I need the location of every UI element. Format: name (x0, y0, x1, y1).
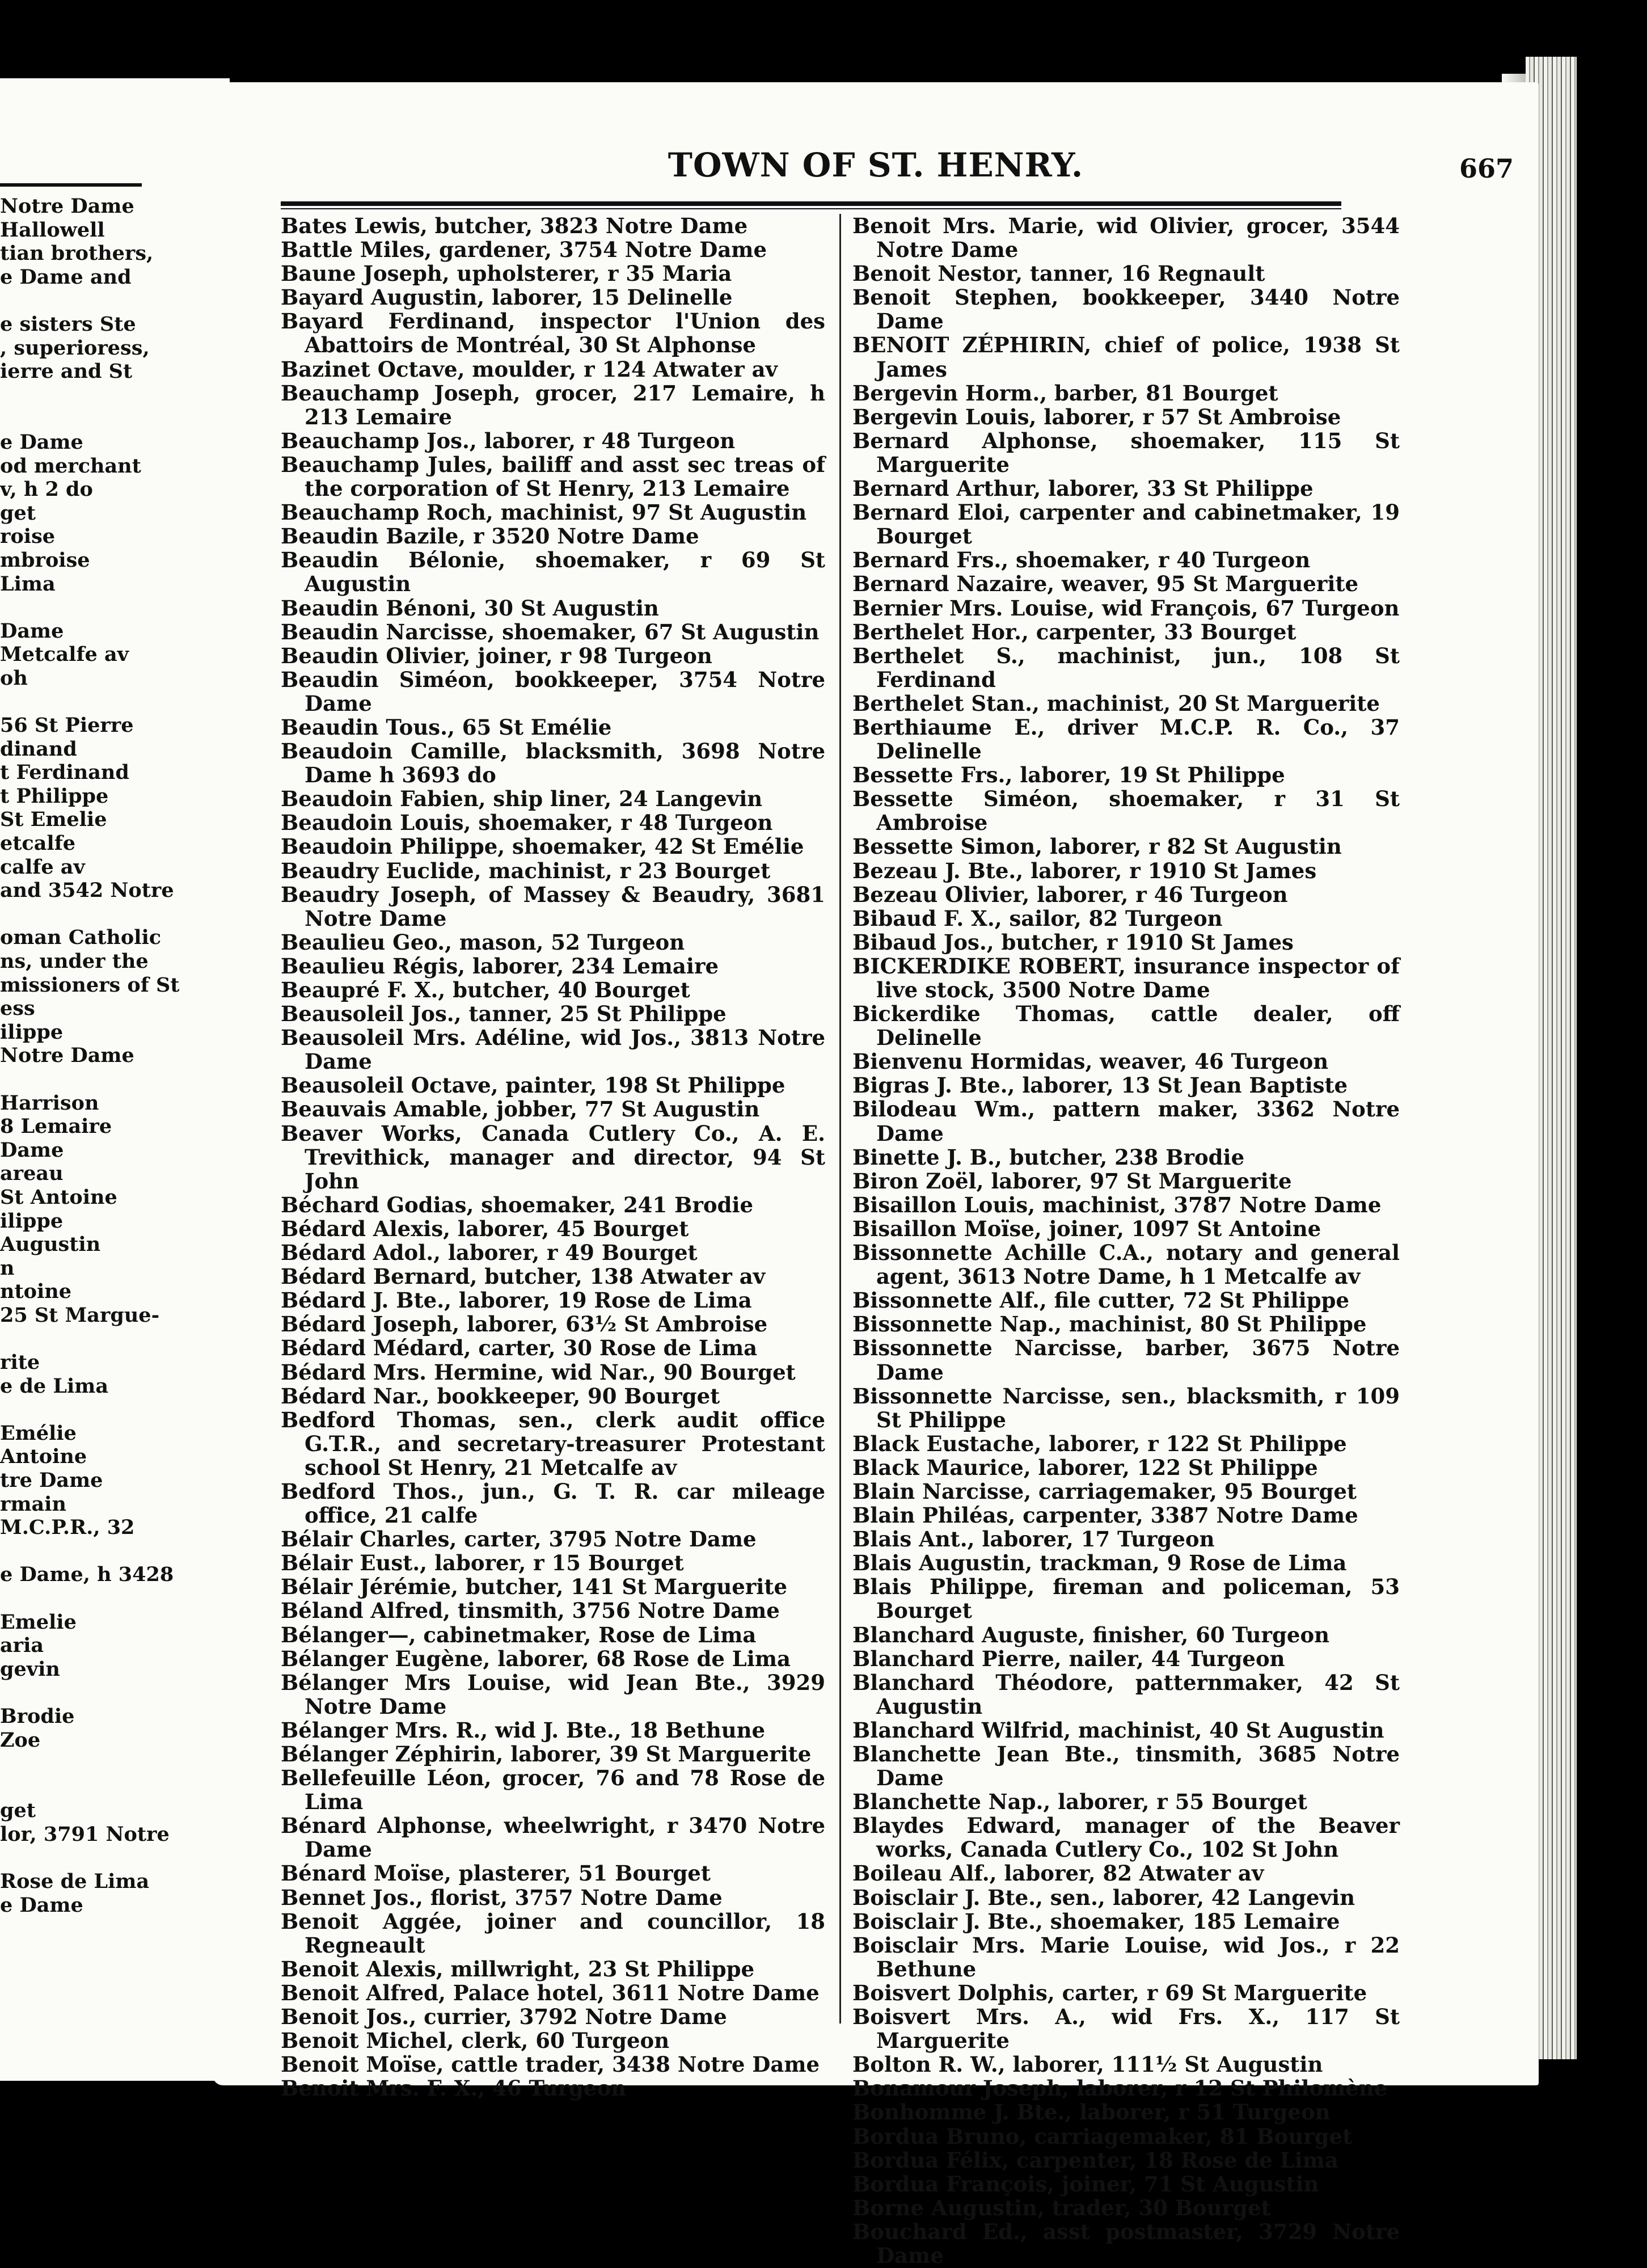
facing-page-line: calfe av (0, 855, 85, 879)
directory-entry: Beaudoin Fabien, ship liner, 24 Langevin (281, 786, 763, 812)
directory-entry: Boisvert Mrs. A., wid Frs. X., 117 St Marguerite (852, 2004, 1400, 2054)
directory-entry: Bickerdike Thomas, cattle dealer, off Delinelle (852, 1001, 1400, 1051)
directory-entry: Bellefeuille Léon, grocer, 76 and 78 Rose de Lima (281, 1765, 825, 1815)
directory-entry: Bernard Eloi, carpenter and cabinetmaker, 19 Bourget (852, 500, 1400, 549)
facing-page-line: Notre Dame (0, 195, 134, 218)
facing-page-line: get (0, 501, 36, 525)
facing-page-line: areau (0, 1162, 64, 1186)
directory-entry: Black Maurice, laborer, 122 St Philippe (852, 1455, 1318, 1480)
directory-entry: Bienvenu Hormidas, weaver, 46 Turgeon (852, 1049, 1329, 1074)
directory-entry: Benoit Stephen, bookkeeper, 3440 Notre Dame (852, 285, 1400, 334)
facing-page-line: St Emelie (0, 808, 107, 832)
directory-entry: Beaudry Joseph, of Massey & Beaudry, 3681 Notre Dame (281, 882, 825, 931)
header-rule (281, 201, 1341, 206)
directory-entry: Bernard Alphonse, shoemaker, 115 St Marguerite (852, 428, 1400, 477)
directory-entry: Benoit Mrs. Marie, wid Olivier, grocer, 3544 Notre Dame (852, 213, 1400, 263)
directory-entry: Beaulieu Geo., mason, 52 Turgeon (281, 929, 685, 955)
directory-entry: Bédard J. Bte., laborer, 19 Rose de Lima (281, 1288, 752, 1313)
facing-page-line: mbroise (0, 548, 90, 572)
directory-entry: Blain Narcisse, carriagemaker, 95 Bourget (852, 1478, 1357, 1504)
directory-entry: Blain Philéas, carpenter, 3387 Notre Dame (852, 1503, 1358, 1528)
directory-entry: Bédard Mrs. Hermine, wid Nar., 90 Bourget (281, 1359, 796, 1385)
directory-entry: Berthelet Hor., carpenter, 33 Bourget (852, 619, 1297, 644)
facing-page-line: 56 St Pierre (0, 714, 134, 737)
directory-entry: Benoit Mrs. F. X., 46 Turgeon (281, 2076, 627, 2101)
directory-entry: Bayard Ferdinand, inspector l'Union des Abattoirs de Montréal, 30 St Alphonse (281, 309, 825, 358)
directory-entry: Berthiaume E., driver M.C.P. R. Co., 37 Delinelle (852, 714, 1400, 764)
facing-page-line: oman Catholic (0, 926, 162, 950)
directory-entry: Bélanger—, cabinetmaker, Rose de Lima (281, 1622, 757, 1647)
facing-page-line (0, 407, 230, 431)
facing-page-line (0, 1587, 230, 1611)
directory-entry: Bédard Médard, carter, 30 Rose de Lima (281, 1335, 758, 1361)
facing-page-line: Lima (0, 572, 56, 596)
facing-page-line: t Philippe (0, 784, 109, 808)
directory-entry: Boisclair Mrs. Marie Louise, wid Jos., r 22 Bethune (852, 1932, 1400, 1982)
facing-page-line: , superioress, (0, 336, 150, 360)
directory-entry: Bonamour Joseph, laborer, r 12 St Philomène (852, 2076, 1388, 2101)
directory-entry: Bezeau Olivier, laborer, r 46 Turgeon (852, 882, 1288, 907)
facing-page-line: and 3542 Notre (0, 879, 174, 903)
directory-entry: Bissonnette Narcisse, sen., blacksmith, r 109 St Philippe (852, 1383, 1400, 1432)
facing-page-line: rmain (0, 1492, 66, 1516)
facing-page-line (0, 1681, 230, 1705)
facing-page-line: M.C.P.R., 32 (0, 1516, 135, 1540)
facing-page-line: e de Lima (0, 1374, 108, 1398)
directory-entry: Bissonnette Nap., machinist, 80 St Philippe (852, 1312, 1367, 1337)
directory-entry: Beauchamp Jos., laborer, r 48 Turgeon (281, 428, 736, 453)
directory-entry: Bélair Eust., laborer, r 15 Bourget (281, 1550, 684, 1576)
facing-page-line (0, 903, 230, 926)
facing-page-line: aria (0, 1634, 44, 1658)
directory-entry: Berthelet S., machinist, jun., 108 St Ferdinand (852, 643, 1400, 692)
directory-entry: Bonhomme J. Bte., laborer, r 51 Turgeon (852, 2100, 1331, 2125)
facing-page-line: od merchant (0, 454, 141, 478)
directory-entry: Bélanger Mrs. R., wid J. Bte., 18 Bethune (281, 1717, 766, 1743)
directory-entry: Bazinet Octave, moulder, r 124 Atwater av (281, 356, 778, 382)
directory-entry: Beaudoin Philippe, shoemaker, 42 St Emélie (281, 834, 804, 859)
directory-entry: Bélair Charles, carter, 3795 Notre Dame (281, 1527, 757, 1552)
directory-entry: Baune Joseph, upholsterer, r 35 Maria (281, 261, 732, 286)
facing-page-line: Dame (0, 619, 64, 643)
directory-entry: Beaulieu Régis, laborer, 234 Lemaire (281, 953, 719, 979)
directory-entry: BENOIT ZÉPHIRIN, chief of police, 1938 St James (852, 332, 1400, 382)
directory-entry: Beaudin Bazile, r 3520 Notre Dame (281, 524, 699, 549)
facing-page-line: Emelie (0, 1610, 77, 1634)
directory-entry: Bibaud F. X., sailor, 82 Turgeon (852, 905, 1223, 931)
facing-page-line: Metcalfe av (0, 643, 129, 667)
facing-page-line: Harrison (0, 1091, 99, 1115)
facing-page-line: t Ferdinand (0, 761, 129, 785)
facing-page-line: etcalfe (0, 832, 76, 855)
facing-page-rule (0, 183, 142, 187)
facing-page-line: 8 Lemaire (0, 1115, 112, 1139)
directory-entry: Boisvert Dolphis, carter, r 69 St Marguerite (852, 1980, 1367, 2005)
directory-entry: Blanchard Wilfrid, machinist, 40 St Augustin (852, 1717, 1384, 1743)
directory-entry: Bernard Nazaire, weaver, 95 St Marguerite (852, 571, 1359, 597)
directory-entry: Bisaillon Moïse, joiner, 1097 St Antoine (852, 1216, 1321, 1241)
directory-entry: Beaupré F. X., butcher, 40 Bourget (281, 977, 690, 1002)
directory-entry: Bédard Joseph, laborer, 63½ St Ambroise (281, 1312, 768, 1337)
facing-page-line: lor, 3791 Notre (0, 1822, 170, 1846)
facing-page-line: Dame (0, 1138, 64, 1162)
facing-page-line: ntoine (0, 1280, 71, 1304)
directory-entry: Béchard Godias, shoemaker, 241 Brodie (281, 1192, 754, 1217)
facing-page-line: St Antoine (0, 1185, 117, 1209)
facing-page-line: e Dame (0, 1893, 83, 1917)
facing-page-line: tian brothers, (0, 242, 154, 265)
directory-entry: Blanchard Théodore, patternmaker, 42 St Augustin (852, 1670, 1400, 1719)
directory-entry: Bernard Frs., shoemaker, r 40 Turgeon (852, 547, 1311, 573)
directory-entry: Blaydes Edward, manager of the Beaver works, Canada Cutlery Co., 102 St John (852, 1813, 1400, 1862)
facing-page-line: Emélie (0, 1421, 77, 1445)
directory-entry: Berthelet Stan., machinist, 20 St Marguerite (852, 690, 1380, 716)
directory-entry: Blais Philippe, fireman and policeman, 53 Bourget (852, 1574, 1400, 1624)
facing-page-line (0, 690, 230, 714)
directory-entry: Blanchard Auguste, finisher, 60 Turgeon (852, 1622, 1330, 1647)
directory-entry: Bédard Adol., laborer, r 49 Bourget (281, 1240, 698, 1266)
directory-entry: Battle Miles, gardener, 3754 Notre Dame (281, 237, 767, 263)
facing-page-line (0, 289, 230, 313)
facing-page-line: e sisters Ste (0, 312, 136, 336)
directory-entry: Bissonnette Achille C.A., notary and general agent, 3613 Notre Dame, h 1 Metcalfe av (852, 1240, 1400, 1289)
facing-page-line: ns, under the (0, 950, 149, 973)
directory-entry: Béland Alfred, tinsmith, 3756 Notre Dame (281, 1598, 780, 1624)
facing-page-line: e Dame, h 3428 (0, 1563, 174, 1587)
directory-entry: Beausoleil Octave, painter, 198 St Philippe (281, 1073, 786, 1098)
facing-page-line: ierre and St (0, 360, 133, 383)
facing-page-line: ilippe (0, 1020, 64, 1044)
directory-entry: Bibaud Jos., butcher, r 1910 St James (852, 929, 1294, 955)
directory-entry: BICKERDIKE ROBERT, insurance inspector of live stock, 3500 Notre Dame (852, 953, 1400, 1002)
facing-page-line (0, 596, 230, 619)
facing-page-line: Rose de Lima (0, 1870, 150, 1894)
facing-page-line: Notre Dame (0, 1044, 134, 1068)
facing-page-line: Antoine (0, 1445, 87, 1469)
directory-entry: Beausoleil Jos., tanner, 25 St Philippe (281, 1001, 727, 1027)
directory-entry: Bisaillon Louis, machinist, 3787 Notre Dame (852, 1192, 1382, 1217)
facing-page-line: n (0, 1256, 15, 1280)
directory-entry: Benoit Jos., currier, 3792 Notre Dame (281, 2004, 727, 2030)
directory-entry: Bates Lewis, butcher, 3823 Notre Dame (281, 213, 748, 238)
facing-page-line (0, 383, 230, 407)
directory-entry: Bolton R. W., laborer, 111½ St Augustin (852, 2052, 1323, 2077)
facing-page-line: 25 St Margue- (0, 1303, 160, 1327)
facing-page-line: dinand (0, 737, 77, 761)
directory-entry: Bordua Bruno, carriagemaker, 81 Bourget (852, 2123, 1353, 2149)
directory-entry: Bordua François, joiner, 71 St Augustin (852, 2171, 1319, 2197)
directory-column-left (281, 214, 825, 2100)
facing-page-line (0, 1068, 230, 1091)
facing-page-line: Brodie (0, 1705, 75, 1728)
facing-page-text (0, 195, 230, 1917)
directory-entry: Blais Augustin, trackman, 9 Rose de Lima (852, 1550, 1347, 1576)
directory-entry: Boileau Alf., laborer, 82 Atwater av (852, 1861, 1264, 1886)
facing-page-line: oh (0, 666, 28, 690)
directory-entry: Bessette Frs., laborer, 19 St Philippe (852, 762, 1285, 788)
directory-entry: Black Eustache, laborer, r 122 St Philippe (852, 1431, 1347, 1456)
directory-entry: Beaudin Olivier, joiner, r 98 Turgeon (281, 643, 712, 668)
directory-entry: Bélanger Eugène, laborer, 68 Rose de Lima (281, 1646, 791, 1671)
directory-entry: Benoit Nestor, tanner, 16 Regnault (852, 261, 1265, 286)
directory-column-right (852, 214, 1400, 2267)
directory-entry: Beaudin Tous., 65 St Emélie (281, 714, 612, 740)
directory-entry: Boisclair J. Bte., sen., laborer, 42 Langevin (852, 1885, 1355, 1910)
facing-page-line (0, 1847, 230, 1870)
directory-entry: Benoit Michel, clerk, 60 Turgeon (281, 2028, 670, 2054)
directory-page (213, 82, 1539, 2268)
header-rule-thin (281, 208, 1341, 209)
facing-page-line: ess (0, 997, 35, 1021)
column-divider (839, 214, 841, 2024)
directory-entry: Beaudin Bénoni, 30 St Augustin (281, 595, 659, 621)
facing-page-line: ilippe (0, 1209, 64, 1233)
directory-entry: Binette J. B., butcher, 238 Brodie (852, 1144, 1245, 1170)
directory-entry: Bissonnette Narcisse, barber, 3675 Notre Dame (852, 1335, 1400, 1385)
directory-entry: Bezeau J. Bte., laborer, r 1910 St James (852, 858, 1317, 883)
directory-entry: Beaudoin Louis, shoemaker, r 48 Turgeon (281, 810, 773, 836)
facing-page-line: roise (0, 525, 56, 549)
directory-entry: Beaudin Narcisse, shoemaker, 67 St Augustin (281, 619, 820, 644)
facing-page-line (0, 1327, 230, 1351)
facing-page-line (0, 1752, 230, 1776)
facing-page-line: Zoe (0, 1728, 41, 1752)
directory-entry: Bernier Mrs. Louise, wid François, 67 Turgeon (852, 595, 1400, 621)
directory-entry: Biron Zoël, laborer, 97 St Marguerite (852, 1168, 1292, 1194)
facing-page-line (0, 1776, 230, 1799)
directory-entry: Bénard Moïse, plasterer, 51 Bourget (281, 1861, 711, 1886)
directory-entry: Benoit Alfred, Palace hotel, 3611 Notre Dame (281, 1980, 820, 2005)
directory-entry: Blanchard Pierre, nailer, 44 Turgeon (852, 1646, 1285, 1671)
facing-page-line: Hallowell (0, 218, 105, 242)
directory-entry: Beaver Works, Canada Cutlery Co., A. E. Trevithick, manager and director, 94 St John (281, 1120, 825, 1194)
directory-entry: Bennet Jos., florist, 3757 Notre Dame (281, 1885, 723, 1910)
directory-entry: Benoit Moïse, cattle trader, 3438 Notre Dame (281, 2052, 820, 2077)
directory-entry: Beauchamp Jules, bailiff and asst sec treas of the corporation of St Henry, 213 Lemaire (281, 452, 825, 501)
facing-page-line (0, 1540, 230, 1563)
directory-entry: Bédard Alexis, laborer, 45 Bourget (281, 1216, 689, 1241)
directory-entry: Bénard Alphonse, wheelwright, r 3470 Notre Dame (281, 1813, 825, 1862)
facing-page-line: v, h 2 do (0, 478, 93, 501)
directory-entry: Bigras J. Bte., laborer, 13 St Jean Baptiste (852, 1073, 1348, 1098)
directory-entry: Beaudin Siméon, bookkeeper, 3754 Notre Dame (281, 667, 825, 716)
directory-entry: Bergevin Horm., barber, 81 Bourget (852, 380, 1278, 406)
facing-page-fragment (0, 78, 230, 2081)
directory-entry: Bayard Augustin, laborer, 15 Delinelle (281, 285, 733, 310)
directory-entry: Blanchette Nap., laborer, r 55 Bourget (852, 1789, 1307, 1815)
directory-entry: Bedford Thomas, sen., clerk audit office G.T.R., and secretary-treasurer Protestant school St Henry, 21 Metcalfe av (281, 1407, 825, 1480)
directory-entry: Beausoleil Mrs. Adéline, wid Jos., 3813 Notre Dame (281, 1025, 825, 1074)
directory-entry: Benoit Aggée, joiner and councillor, 18 Regneault (281, 1908, 825, 1958)
directory-entry: Beauchamp Roch, machinist, 97 St Augustin (281, 500, 807, 525)
directory-entry: Bilodeau Wm., pattern maker, 3362 Notre Dame (852, 1097, 1400, 1146)
directory-entry: Bédard Nar., bookkeeper, 90 Bourget (281, 1383, 720, 1409)
directory-entry: Beaudin Bélonie, shoemaker, r 69 St Augustin (281, 547, 825, 597)
directory-entry: Beaudoin Camille, blacksmith, 3698 Notre Dame h 3693 do (281, 739, 825, 788)
directory-entry: Bessette Siméon, shoemaker, r 31 St Ambroise (852, 786, 1400, 836)
facing-page-line: get (0, 1799, 36, 1823)
facing-page-line (0, 1398, 230, 1422)
facing-page-line: e Dame (0, 430, 83, 454)
directory-entry: Bélair Jérémie, butcher, 141 St Marguerite (281, 1574, 787, 1600)
directory-entry: Bessette Simon, laborer, r 82 St Augustin (852, 834, 1342, 859)
directory-entry: Bedford Thos., jun., G. T. R. car mileage office, 21 calfe (281, 1478, 825, 1528)
directory-entry: Beaudry Euclide, machinist, r 23 Bourget (281, 858, 771, 883)
facing-page-line: e Dame and (0, 265, 132, 289)
directory-entry: Blanchette Jean Bte., tinsmith, 3685 Notre Dame (852, 1742, 1400, 1791)
directory-entry: Beauvais Amable, jobber, 77 St Augustin (281, 1097, 760, 1122)
directory-entry: Bergevin Louis, laborer, r 57 St Ambroise (852, 404, 1341, 429)
facing-page-line: gevin (0, 1657, 60, 1681)
facing-page-line: rite (0, 1351, 40, 1375)
directory-entry: Bédard Bernard, butcher, 138 Atwater av (281, 1264, 766, 1289)
directory-entry: Blais Ant., laborer, 17 Turgeon (852, 1527, 1215, 1552)
directory-entry: Borne Augustin, trader, 30 Bourget (852, 2195, 1271, 2220)
directory-entry: Bernard Arthur, laborer, 33 St Philippe (852, 476, 1314, 501)
directory-entry: Boisclair J. Bte., shoemaker, 185 Lemaire (852, 1908, 1340, 1934)
directory-entry: Beauchamp Joseph, grocer, 217 Lemaire, h 213 Lemaire (281, 380, 825, 429)
directory-entry: Bouchard Ed., asst postmaster, 3729 Notre Dame (852, 2219, 1400, 2268)
directory-entry: Bordua Félix, carpenter, 18 Rose de Lima (852, 2147, 1338, 2173)
directory-entry: Benoit Alexis, millwright, 23 St Philippe (281, 1956, 755, 1982)
directory-entry: Bélanger Mrs Louise, wid Jean Bte., 3929 Notre Dame (281, 1670, 825, 1719)
facing-page-line: Augustin (0, 1233, 101, 1257)
page-number: 667 (1459, 153, 1514, 184)
directory-entry: Bélanger Zéphirin, laborer, 39 St Marguerite (281, 1742, 812, 1767)
facing-page-line: missioners of St (0, 973, 180, 997)
facing-page-line: tre Dame (0, 1469, 103, 1493)
running-title: TOWN OF ST. HENRY. (668, 146, 1084, 184)
directory-entry: Bissonnette Alf., file cutter, 72 St Philippe (852, 1288, 1349, 1313)
